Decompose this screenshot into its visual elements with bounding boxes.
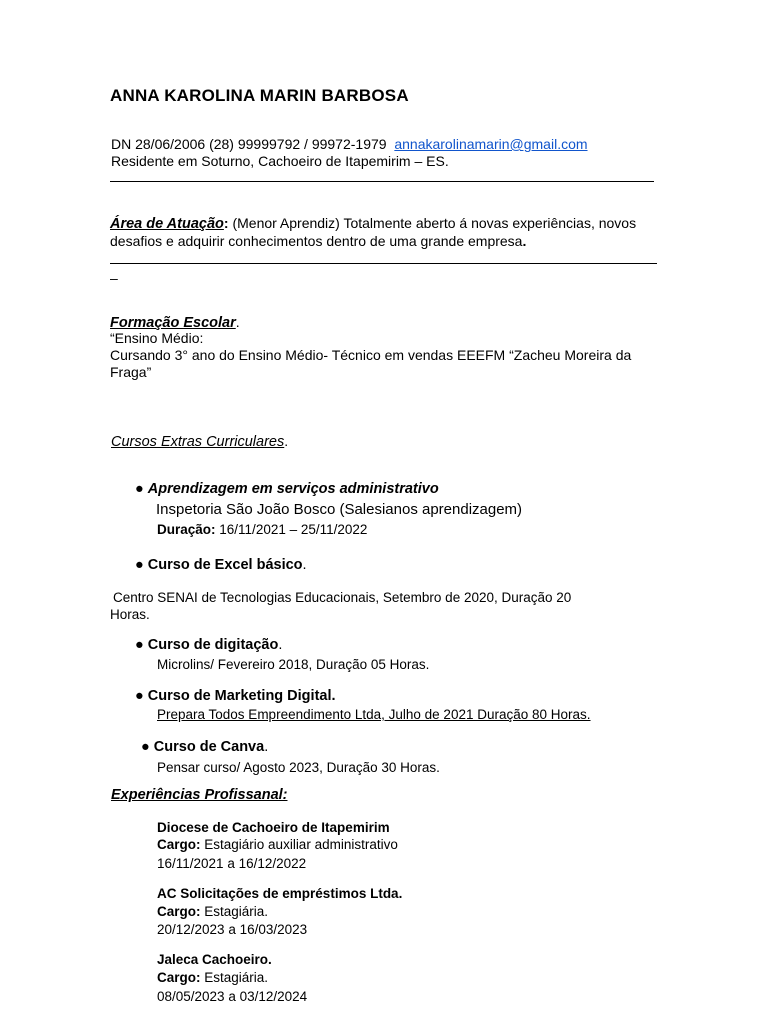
formacao-line-1: “Ensino Médio: [110, 330, 204, 346]
experience-period-3: 08/05/2023 a 03/12/2024 [157, 989, 308, 1004]
area-line-2 [110, 233, 526, 250]
experience-company-1: Diocese de Cachoeiro de Itapemirim [157, 820, 390, 835]
experience-cargo-3 [157, 969, 268, 986]
formacao-line-2: Cursando 3° ano do Ensino Médio- Técnico em vendas EEEFM “Zacheu Moreira da [110, 347, 632, 363]
formacao-title-end: . [235, 314, 240, 330]
bullet-icon: ● [135, 688, 144, 704]
area-line-1 [110, 215, 636, 233]
resume-name: ANNA KAROLINA MARIN BARBOSA [110, 86, 409, 105]
cursos-title: Cursos Extras Curriculares [111, 434, 285, 450]
area-text-2-end: . [522, 233, 527, 249]
bullet-icon: ● [135, 481, 144, 497]
course-title-5-end: . [264, 739, 269, 755]
course-detail-2-line-1: Centro SENAI de Tecnologias Educacionais, Setembro de 2020, Duração 20 [113, 590, 572, 605]
course-title-4: Curso de Marketing Digital. [147, 688, 336, 704]
cargo-label: Cargo: [157, 970, 201, 985]
course-detail-2-line-2: Horas. [110, 607, 150, 622]
experience-company-3: Jaleca Cachoeiro. [157, 952, 272, 967]
divider-line [110, 181, 654, 182]
cargo-label: Cargo: [157, 904, 201, 919]
course-title-2: Curso de Excel básico [147, 557, 303, 573]
course-item-3 [135, 637, 282, 653]
bullet-icon: ● [135, 637, 144, 653]
formacao-title: Formação Escolar [110, 315, 236, 331]
course-title-3-end: . [278, 637, 283, 653]
course-title-3: Curso de digitação [147, 637, 279, 653]
course-item-4 [135, 688, 336, 704]
course-detail-4: Prepara Todos Empreendimento Ltda, Julho de 2021 Duração 80 Horas. [157, 707, 591, 722]
cargo-label: Cargo: [157, 837, 201, 852]
experience-cargo-2 [157, 903, 268, 920]
bullet-icon: ● [141, 739, 150, 755]
experience-cargo-1 [157, 836, 398, 853]
course-detail-3: Microlins/ Fevereiro 2018, Duração 05 Horas. [157, 657, 430, 672]
cargo-value-1: Estagiário auxiliar administrativo [204, 837, 398, 852]
cursos-title-end: . [284, 433, 289, 449]
contact-residence: Residente em Soturno, Cachoeiro de Itapemirim – ES. [111, 153, 449, 169]
course-title-1: Aprendizagem em serviços administrativo [147, 481, 439, 497]
course-detail-5: Pensar curso/ Agosto 2023, Duração 30 Horas. [157, 760, 440, 775]
course-title-2-end: . [302, 557, 307, 573]
course-item-5 [141, 739, 268, 755]
course-item-1 [135, 481, 439, 497]
area-title: Área de Atuação [110, 216, 224, 232]
course-title-5: Curso de Canva [153, 739, 265, 755]
bullet-icon: ● [135, 557, 144, 573]
area-text-2: desafios e adquirir conhecimentos dentro de uma grande empresa [110, 233, 523, 249]
cursos-heading [111, 433, 288, 451]
experiencias-title: Experiências Profissanal: [111, 787, 288, 803]
area-text-1: (Menor Aprendiz) Totalmente aberto á novas experiências, novos [232, 215, 637, 231]
cargo-value-3: Estagiária. [204, 970, 269, 985]
duration-label: Duração: [157, 522, 216, 537]
contact-birth-phone: DN 28/06/2006 (28) 99999792 / 99972-1979 [111, 136, 387, 152]
formacao-line-3: Fraga” [110, 364, 152, 380]
experience-period-1: 16/11/2021 a 16/12/2022 [157, 856, 307, 871]
experience-period-2: 20/12/2023 a 16/03/2023 [157, 922, 308, 937]
contact-line-1 [111, 136, 588, 153]
course-duration-1 [157, 521, 367, 538]
cargo-value-2: Estagiária. [204, 904, 269, 919]
area-colon: : [223, 215, 229, 231]
divider-line-2 [110, 263, 657, 264]
experience-company-2: AC Solicitações de empréstimos Ltda. [157, 886, 403, 901]
course-institution-1: Inspetoria São João Bosco (Salesianos aprendizagem) [156, 501, 523, 518]
duration-value: 16/11/2021 – 25/11/2022 [219, 522, 368, 537]
email-link[interactable]: annakarolinamarin@gmail.com [394, 136, 588, 152]
course-item-2 [135, 557, 307, 573]
divider-dash: – [110, 270, 118, 286]
